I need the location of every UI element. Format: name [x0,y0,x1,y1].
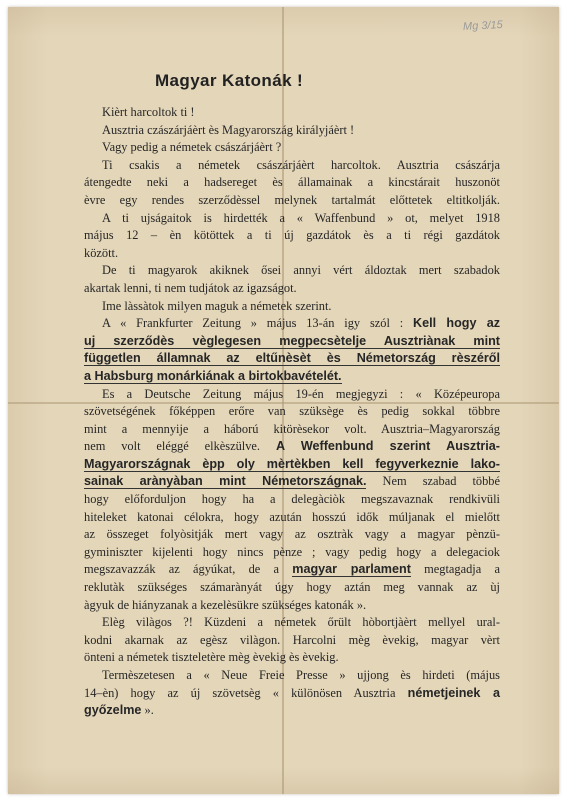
text-run: Vagy pedig a németek császárjáèrt ? [102,140,282,155]
emphasized-text: győzelme [84,703,142,718]
text-line [84,473,500,491]
text-line [84,122,500,140]
text-run: A « Frankfurter Zeitung » május 13-án igy szól : [102,316,414,331]
text-line [84,632,500,650]
text-line [84,509,500,527]
emphasized-text: magyar parlament [292,562,411,577]
text-run: èvre egy rendes szerződèssel melynek tartalmát előttetek eltitkolják. [84,192,500,207]
text-run: mint a mennyije a háború kitörèsekor volt. Ausztria–Magyarország [84,421,500,436]
text-line [84,685,500,703]
text-line [84,438,500,456]
text-run: megszavazzák az ágyúkat, de a [84,562,293,577]
text-run: megtagadja a [410,562,500,577]
text-line [84,614,500,632]
text-line [84,227,500,245]
text-line [84,667,500,685]
text-run: Ausztria czászárjáèrt ès Magyarország királyjáèrt ! [102,122,355,137]
text-run: hiteleket katonai célokra, hogy azután hosszú idők múljanak el mielőtt [84,509,500,524]
text-run: Ime làssàtok milyen maguk a németek szerint. [102,298,332,313]
text-line [84,368,500,386]
text-run: május 12 – èn kötöttek a ti új gazdátok ès a ti régi gazdátok [84,228,500,243]
text-run: önteni a németek tiszteletère mèg èvekig ès èvekig. [84,650,339,665]
text-line [84,421,500,439]
text-line [84,597,500,615]
text-line [84,702,500,720]
text-run: között. [84,245,119,260]
text-line [84,456,500,474]
emphasized-text: Kell hogy az [413,316,501,331]
text-line [84,315,500,333]
emphasized-text: A Weffenbund szerint Ausztria- [275,439,500,454]
text-run: gyminiszter kijelenti hogy nincs pènze ; vagy pedig hogy a delegaciok [84,544,500,559]
text-line [84,526,500,544]
text-run: nem volt eléggé elkèszülve. [84,439,276,454]
text-run: 14–èn) hogy az új szövetsèg « különösen Ausztria [84,685,408,700]
leaflet-body-text [84,104,500,720]
text-run: akartak lenni, ti nem tudjátok az igazságot. [84,280,297,295]
text-line [84,561,500,579]
archive-pencil-mark: Mg 3/15 [462,18,504,34]
text-run: De ti magyarok akiknek ősei annyi vért áldoztak mert szabadok [102,263,500,278]
page-title: Magyar Katonák ! [155,71,304,90]
emphasized-text: sainak arànyàban mint Németországnak. [84,474,367,489]
text-run: reklutàk szükséges számarànyát úgy hogy aztán meg vannak az ùj [84,580,500,595]
text-run: hogy előforduljon hogy ha a delegàciòk megszavaznak rendkivüli [84,492,500,507]
text-run: ». [141,703,154,718]
emphasized-text: a Habsburg monárkiának a birtokbavételét. [84,368,342,383]
text-run: Es a Deutsche Zeitung május 19-én megjegyzi : « Középeuropa [102,386,500,401]
text-run: Kièrt harcoltok ti ! [102,105,195,119]
text-line [84,386,500,404]
text-run: Nem szabad többé [366,474,501,489]
text-line [84,350,500,368]
text-line [84,157,500,175]
text-run: kodni akarnak az egèsz vilàgon. Harcolni mèg èvekig, magyar vèrt [84,632,500,647]
text-run: Termèszetesen a « Neue Freie Presse » ujjong ès hirdeti (május [102,668,500,682]
text-line [84,174,500,192]
emphasized-text: Magyarországnak èpp oly mèrtèkben kell fegyverkeznie lako- [84,456,500,471]
text-line [84,262,500,280]
text-line [84,649,500,667]
text-run: àgyuk de hiányzanak a kezelèsükre szükséges katonák ». [84,597,367,612]
text-line [84,403,500,421]
text-line [84,544,500,562]
text-run: Elèg vilàgos ?! Küzdeni a németek őrült hòbortjàèrt mellyel ural- [102,615,500,630]
text-line [84,139,500,157]
text-run: A ti ujságaitok is hirdették a « Waffenbund » ot, melyet 1918 [102,210,500,225]
text-line [84,491,500,509]
text-line [84,333,500,351]
emphasized-text: uj szerződès vèglegesen megpecsètelje Ausztriànak mint [84,333,500,348]
text-line [84,245,500,263]
text-run: Ti csakis a németek császárjáèrt harcoltok. Ausztria császárja [102,157,500,172]
text-line [84,104,500,122]
text-line [84,210,500,228]
text-run: átengedte neki a hadsereget ès államainak a kincstárait huszonöt [84,175,500,190]
text-run: szövetségének főképpen erőre van szüksège ès pedig sokkal többre [84,404,500,419]
text-line [84,192,500,210]
emphasized-text: németjeinek a [407,685,500,700]
text-line [84,579,500,597]
emphasized-text: független államnak az eltűnèsèt ès Németország rèszéről [84,351,500,366]
text-line [84,280,500,298]
text-line [84,298,500,316]
text-run: az összeget folyòsitják mert vagy az osztràk vagy a magyar pènzü- [84,527,500,542]
